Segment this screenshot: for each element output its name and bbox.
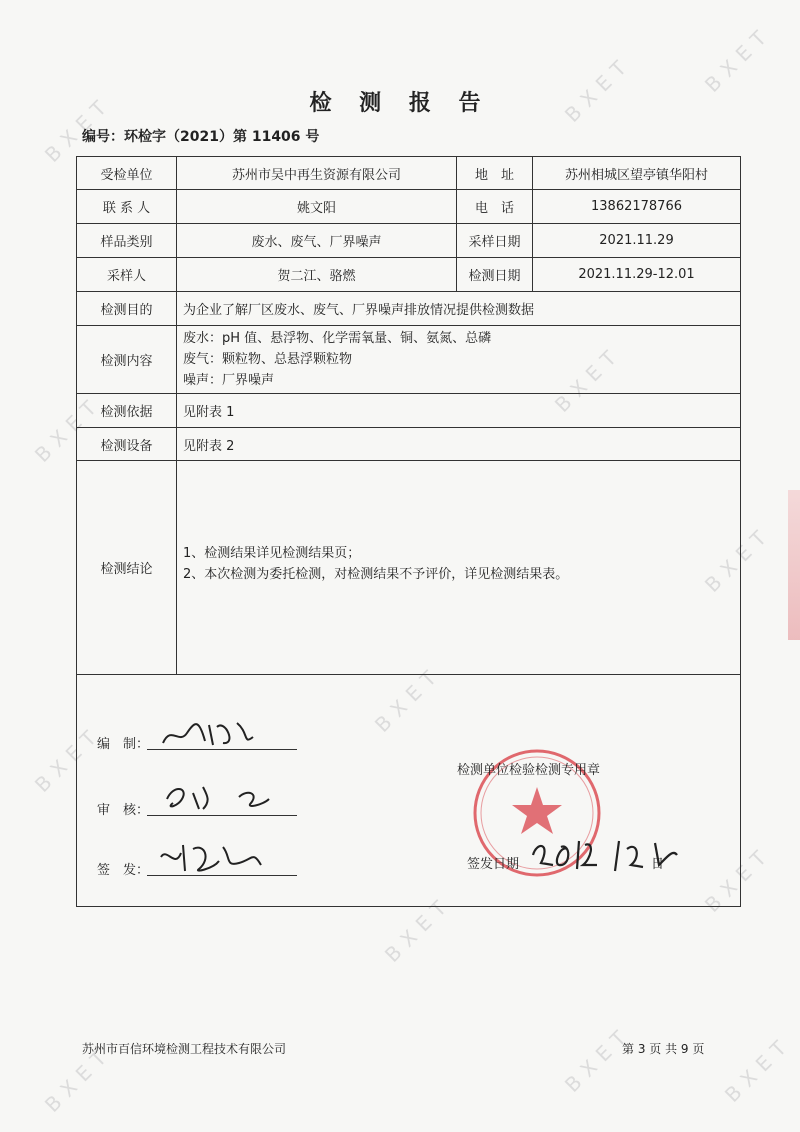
phone-label: 电 话	[457, 190, 533, 224]
content-label: 检测内容	[77, 326, 177, 394]
basis-value: 见附表 1	[177, 394, 741, 428]
stamp-caption: 检测单位检验检测专用章	[457, 763, 601, 778]
content-value	[177, 326, 741, 394]
footer-page-number: 第 3 页 共 9 页	[622, 1042, 705, 1056]
issued-label: 签 发：	[97, 863, 150, 878]
sampling-date-value: 2021.11.29	[533, 224, 741, 258]
watermark: BXET	[700, 520, 777, 597]
watermark: BXET	[700, 20, 777, 97]
page-title: 检 测 报 告	[309, 91, 491, 116]
client-label: 受检单位	[77, 157, 177, 190]
signature-block	[77, 675, 741, 907]
test-date-value: 2021.11.29-12.01	[533, 258, 741, 292]
watermark: BXET	[700, 840, 777, 917]
conclusion-label: 检测结论	[77, 461, 177, 675]
watermark: BXET	[560, 50, 637, 127]
watermark: BXET	[30, 390, 107, 467]
sample-type-value: 废水、废气、厂界噪声	[177, 224, 457, 258]
sampling-date-label: 采样日期	[457, 224, 533, 258]
content-line: 废气：颗粒物、总悬浮颗粒物	[183, 352, 353, 367]
sign-date-label: 签发日期	[467, 857, 520, 872]
content-line: 废水：pH 值、悬浮物、化学需氧量、铜、氨氮、总磷	[183, 331, 492, 346]
reviewed-signature	[153, 779, 283, 815]
reviewed-label: 审 核：	[97, 803, 150, 818]
client-value: 苏州市吴中再生资源有限公司	[177, 157, 457, 190]
report-table	[76, 156, 741, 907]
issued-line	[147, 875, 297, 876]
footer-company: 苏州市百信环境检测工程技术有限公司	[82, 1042, 287, 1056]
prepared-label: 编 制：	[97, 737, 150, 752]
sign-date-day-char: 日	[651, 857, 665, 872]
address-value: 苏州相城区望亭镇华阳村	[533, 157, 741, 190]
conclusion-value	[177, 461, 741, 675]
phone-value: 13862178766	[533, 190, 741, 224]
sampler-label: 采样人	[77, 258, 177, 292]
watermark: BXET	[720, 1030, 797, 1107]
conclusion-line: 2、本次检测为委托检测，对检测结果不予评价，详见检测结果表。	[183, 566, 569, 582]
watermark: BXET	[40, 90, 117, 167]
equipment-label: 检测设备	[77, 428, 177, 461]
equipment-value: 见附表 2	[177, 428, 741, 461]
purpose-value: 为企业了解厂区废水、废气、厂界噪声排放情况提供检测数据	[177, 292, 741, 326]
seam-seal-fragment	[788, 490, 800, 640]
test-date-label: 检测日期	[457, 258, 533, 292]
contact-label: 联 系 人	[77, 190, 177, 224]
watermark: BXET	[380, 890, 457, 967]
sampler-value: 贺二江、骆燃	[177, 258, 457, 292]
basis-label: 检测依据	[77, 394, 177, 428]
watermark: BXET	[40, 1040, 117, 1117]
purpose-label: 检测目的	[77, 292, 177, 326]
conclusion-line: 1、检测结果详见检测结果页；	[183, 545, 361, 561]
sign-date-handwritten	[527, 835, 707, 879]
sample-type-label: 样品类别	[77, 224, 177, 258]
content-line: 噪声：厂界噪声	[183, 373, 275, 388]
watermark: BXET	[560, 1020, 637, 1097]
watermark: BXET	[30, 720, 107, 797]
issued-signature	[153, 839, 283, 875]
prepared-signature	[153, 715, 283, 751]
watermark: BXET	[550, 340, 627, 417]
reviewed-line	[147, 815, 297, 816]
watermark: BXET	[370, 660, 447, 737]
report-number: 编号：环检字（2021）第 11406 号	[82, 129, 320, 145]
address-label: 地 址	[457, 157, 533, 190]
prepared-line	[147, 749, 297, 750]
contact-value: 姚文阳	[177, 190, 457, 224]
